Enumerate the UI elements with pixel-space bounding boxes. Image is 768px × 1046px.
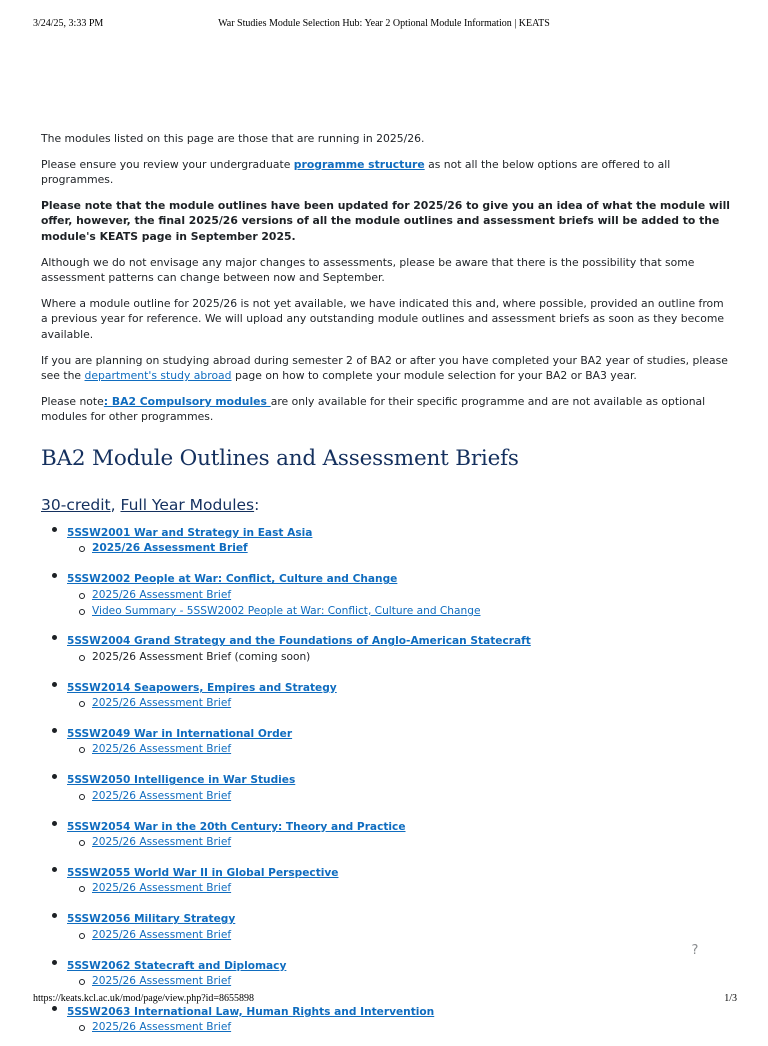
video-summary-link[interactable]: Video Summary - 5SSW2002 People at War: Conflict, Culture and Change [92,604,481,617]
paragraph-text: are only available for their specific programme and are not available as optional modules for other programmes. [41,394,706,424]
module-item [41,954,731,990]
assessment-brief-link[interactable]: 2025/26 Assessment Brief [92,882,232,895]
print-header [0,0,768,46]
assessment-brief-link[interactable]: 2025/26 Assessment Brief [92,975,232,988]
print-page-title: War Studies Module Selection Hub: Year 2 Optional Module Information | KEATS [218,18,550,29]
programme-structure-link[interactable]: programme structure [293,157,425,171]
assessment-brief-link[interactable]: 2025/26 Assessment Brief [92,542,248,555]
module-sub-list [67,650,731,666]
assessment-brief-link[interactable]: 2025/26 Assessment Brief [92,789,232,802]
intro-paragraph [41,157,731,188]
module-link[interactable]: 5SSW2063 International Law, Human Rights and Intervention [67,1005,435,1018]
module-sub-item [67,541,731,557]
module-link[interactable]: 5SSW2002 People at War: Conflict, Culture and Change [67,573,398,586]
module-sub-list [67,541,731,557]
intro-paragraph [41,353,731,384]
full-year-modules-link[interactable]: Full Year Modules [120,495,255,514]
module-sub-item [67,1020,731,1036]
module-sub-list [67,835,731,851]
module-sub-list [67,742,731,758]
module-sub-item [67,835,731,851]
module-sub-list [67,928,731,944]
intro-paragraph [41,394,731,425]
paragraph-text: If you are planning on studying abroad during semester 2 of BA2 or after you have completed your BA2 year of studies, please see the [41,353,728,383]
page-content [41,131,731,1046]
module-sub-list [67,789,731,805]
module-link[interactable]: 5SSW2049 War in International Order [67,728,293,741]
print-date: 3/24/25, 3:33 PM [33,18,104,29]
paragraph-text: Please note [41,394,104,408]
module-sub-item [67,974,731,990]
ba2-compulsory-modules-link[interactable]: : BA2 Compulsory modules [103,394,271,408]
assessment-brief-link[interactable]: 2025/26 Assessment Brief [92,743,232,756]
module-sub-item [67,604,731,620]
assessment-brief-link[interactable]: 2025/26 Assessment Brief [92,836,232,849]
module-item [41,676,731,712]
assessment-brief-link[interactable]: 2025/26 Assessment Brief [92,697,232,710]
colon: : [254,495,260,514]
subsection-title [41,495,731,515]
intro-paragraph: Where a module outline for 2025/26 is not yet available, we have indicated this and, where possible, provided an outline from a previous year for reference. We will upload any outstanding module outlines and assessment briefs as soon as they become available. [41,296,724,341]
module-sub-item [67,650,731,666]
paragraph-text: Please ensure you review your undergraduate [41,157,294,171]
module-sub-item [67,789,731,805]
30-credit-link[interactable]: 30-credit [41,495,111,514]
module-item [41,567,731,619]
module-sub-item [67,881,731,897]
intro-paragraph: Although we do not envisage any major changes to assessments, please be aware that there is the possibility that some assessment patterns can change between now and September. [41,255,695,285]
module-link[interactable]: 5SSW2004 Grand Strategy and the Foundations of Anglo-American Statecraft [67,635,531,648]
module-link[interactable]: 5SSW2054 War in the 20th Century: Theory and Practice [67,820,406,833]
module-link[interactable]: 5SSW2050 Intelligence in War Studies [67,774,296,787]
print-page-number: 1/3 [724,993,737,1004]
module-link[interactable]: 5SSW2001 War and Strategy in East Asia [67,526,313,539]
module-sub-list [67,696,731,712]
study-abroad-link[interactable]: department's study abroad [84,369,232,383]
module-sub-item [67,588,731,604]
module-item [41,815,731,851]
module-link[interactable]: 5SSW2014 Seapowers, Empires and Strategy [67,681,337,694]
print-url: https://keats.kcl.ac.uk/mod/page/view.php?id=8655898 [33,993,255,1004]
assessment-brief-link[interactable]: 2025/26 Assessment Brief [92,1021,232,1034]
module-sub-item [67,696,731,712]
assessment-brief-pending: 2025/26 Assessment Brief (coming soon) [92,650,311,663]
module-sub-list [67,588,731,620]
module-sub-list [67,974,731,990]
assessment-brief-link[interactable]: 2025/26 Assessment Brief [92,588,232,601]
module-item [41,907,731,943]
paragraph-text: page on how to complete your module selection for your BA2 or BA3 year. [231,369,637,383]
paragraph-text: as not all the below options are offered to all programmes. [41,157,671,187]
outline-update-notice: Please note that the module outlines have been updated for 2025/26 to give you an idea of what the module will offer, however, the final 2025/26 versions of all the module outlines and assessment briefs will be added to the module's KEATS page in September 2025. [41,198,731,243]
module-list [41,521,731,1036]
module-sub-item [67,742,731,758]
print-footer [0,993,768,1007]
section-title: BA2 Module Outlines and Assessment Briefs [41,445,519,471]
module-link[interactable]: 5SSW2062 Statecraft and Diplomacy [67,959,287,972]
module-sub-item [67,928,731,944]
module-link[interactable]: 5SSW2055 World War II in Global Perspective [67,867,339,879]
module-item [41,722,731,758]
module-sub-list [67,881,731,897]
intro-paragraph: The modules listed on this page are those that are running in 2025/26. [41,132,425,145]
module-link[interactable]: 5SSW2056 Military Strategy [67,913,236,926]
separator: , [110,495,121,514]
module-item [41,629,731,665]
assessment-brief-link[interactable]: 2025/26 Assessment Brief [92,928,232,941]
module-sub-list [67,1020,731,1036]
module-item [41,768,731,804]
module-item [41,861,731,897]
help-icon[interactable]: ? [691,943,699,958]
module-item [41,521,731,557]
